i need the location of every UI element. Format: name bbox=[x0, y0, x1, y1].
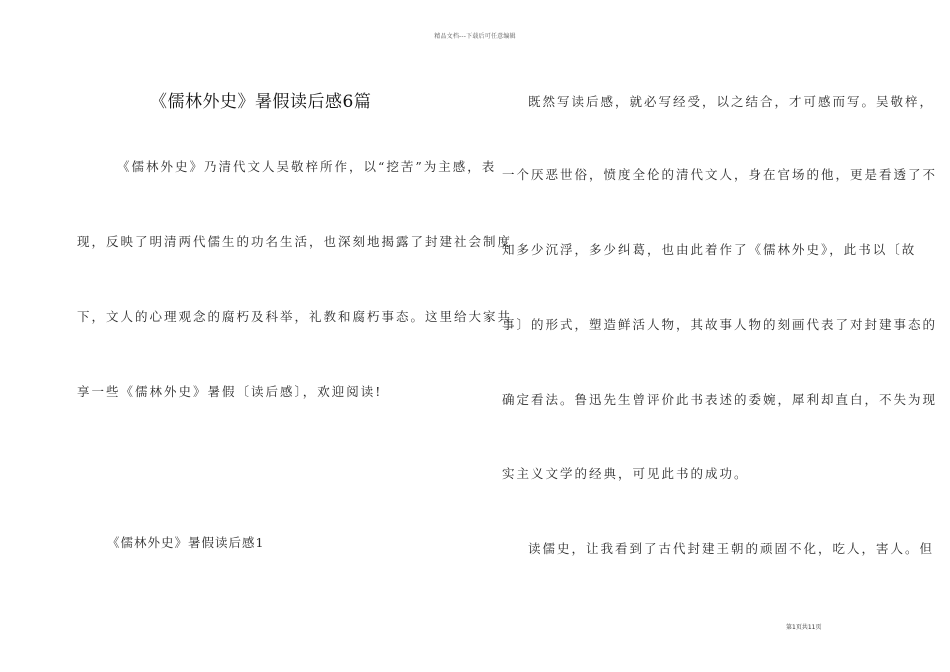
right-paragraph-line-4: 事〕的形式，塑造鲜活人物，其故事人物的刻画代表了对封建事态的 bbox=[502, 317, 938, 332]
document-title: 《儒林外史》暑假读后感6篇 bbox=[150, 92, 372, 112]
left-paragraph-line-1: 《儒林外史》乃清代文人吴敬梓所作，以“挖苦”为主感，表 bbox=[117, 159, 497, 174]
right-paragraph-line-6: 实主义文学的经典，可见此书的成功。 bbox=[502, 466, 749, 481]
section-subheading: 《儒林外史》暑假读后感1 bbox=[107, 535, 265, 550]
right-paragraph-line-3: 知多少沉浮，多少纠葛，也由此着作了《儒林外史》，此书以〔故 bbox=[502, 242, 917, 257]
left-paragraph-line-4: 享一些《儒林外史》暑假〔读后感〕，欢迎阅读! bbox=[77, 384, 383, 399]
left-paragraph-line-2: 现，反映了明清两代儒生的功名生活，也深刻地揭露了封建社会制度 bbox=[77, 234, 513, 249]
page-number-footer: 第1页共11页 bbox=[786, 624, 822, 631]
header-watermark: 精品文档---下载后可任意编辑 bbox=[434, 33, 516, 40]
right-paragraph-line-7: 读儒史，让我看到了古代封建王朝的顽固不化，吃人，害人。但 bbox=[528, 541, 935, 556]
left-paragraph-line-3: 下，文人的心理观念的腐朽及科举，礼教和腐朽事态。这里给大家共 bbox=[77, 309, 513, 324]
right-paragraph-line-2: 一个厌恶世俗，愤度全伦的清代文人，身在官场的他，更是看透了不 bbox=[502, 167, 938, 182]
right-paragraph-line-5: 确定看法。鲁迅先生曾评价此书表述的委婉，犀利却直白，不失为现 bbox=[502, 392, 938, 407]
right-paragraph-line-1: 既然写读后感，就必写经受，以之结合，才可感而写。吴敬梓， bbox=[528, 94, 935, 109]
